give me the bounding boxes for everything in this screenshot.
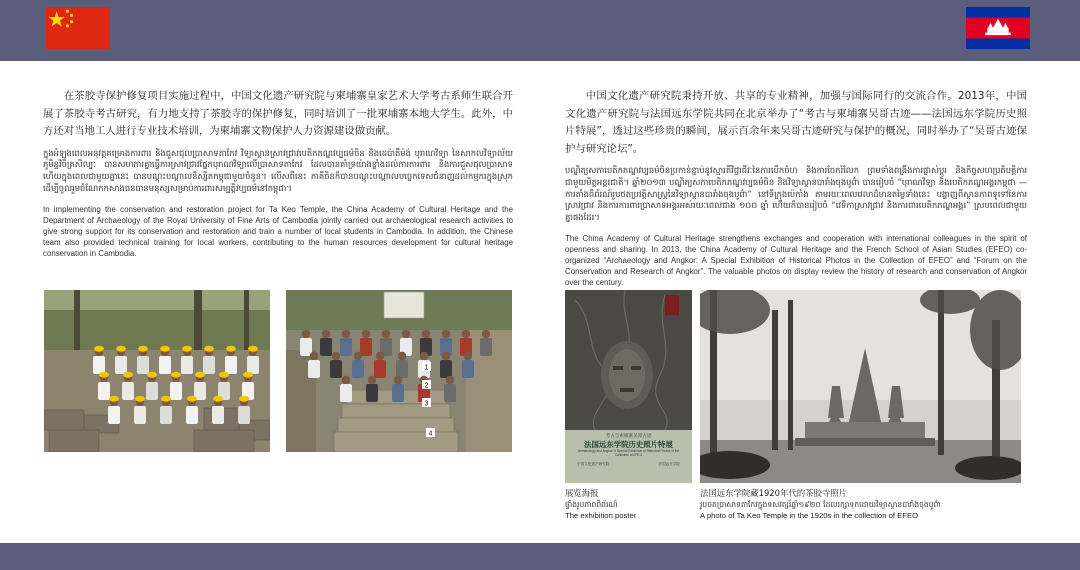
ta-keo-temple-historic-photo-icon (700, 290, 1021, 483)
person-body (480, 338, 492, 356)
person-body (203, 356, 215, 374)
hard-hat (219, 372, 229, 378)
person-body (340, 338, 352, 356)
person-body (396, 360, 408, 378)
hard-hat (213, 396, 223, 402)
person-body (159, 356, 171, 374)
poster-caption-zh: 展览海报 (565, 488, 599, 498)
hard-hat (138, 346, 148, 352)
poster-title: 法国远东学院历史照片特展 (584, 440, 673, 449)
person-figure (342, 330, 350, 338)
poster-organizer-2: 法国远东学院 (658, 462, 680, 466)
person-body (186, 406, 198, 424)
temple-caption-km: រូបថតប្រាសាទតាកែវក្នុងទសវត្សរ៍ឆ្នាំ១៩២០ ដែលរក្សាទុកដោយវិទ្យាស្ថានបារាំងចុងបូព៌ា (700, 500, 941, 509)
workers-group-photo-icon (44, 290, 270, 452)
person-figure (382, 330, 390, 338)
step-number-label: 3 (424, 400, 429, 408)
person-body (300, 338, 312, 356)
person-body (308, 360, 320, 378)
hard-hat (171, 372, 181, 378)
person-body (320, 338, 332, 356)
right-chinese-paragraph: 中国文化遗产研究院秉持开放、共享的专业精神，加强与国际同行的交流合作。2013年，中国文化遗产研究院与法国远东学院共同在北京举办了“考古与柬埔寨吴哥古迹——法国远东学院历史照片特展”，透过这些珍贵的瞬间，展示百余年来吴哥古迹研究与保护的概况，同时举办了“吴哥古迹保护与研究论坛”。 (565, 90, 1027, 155)
person-body (181, 356, 193, 374)
person-figure (322, 330, 330, 338)
left-chinese-paragraph: 在茶胶寺保护修复项目实施过程中，中国文化遗产研究院与柬埔寨皇家艺术大学考古系师生联合开展了茶胶寺考古研究，有力地支持了茶胶寺的保护修复，同时培训了一批柬埔寨本地大学生。此外，中方还对当地工人进行专业技术培训，为柬埔寨文物保护人力资源建设做贡献。 (43, 90, 513, 138)
hard-hat (160, 346, 170, 352)
person-body (108, 406, 120, 424)
person-body (137, 356, 149, 374)
temple-caption (700, 488, 1021, 521)
person-figure (482, 330, 490, 338)
person-figure (332, 352, 340, 360)
person-figure (402, 330, 410, 338)
hard-hat (116, 346, 126, 352)
person-body (330, 360, 342, 378)
person-figure (464, 352, 472, 360)
person-figure (394, 376, 402, 384)
china-flag-icon (46, 7, 110, 49)
hard-hat (147, 372, 157, 378)
person-body (360, 338, 372, 356)
hard-hat (94, 346, 104, 352)
person-body (93, 356, 105, 374)
person-body (160, 406, 172, 424)
team-on-steps-photo-icon (286, 290, 512, 452)
hard-hat (161, 396, 171, 402)
temple-caption-zh: 法国远东学院藏1920年代的茶胶寺照片 (700, 488, 847, 498)
left-khmer-paragraph: ក្នុងអំឡុងពេលអនុវត្តគម្រោងការពារ និងជួសជុលប្រាសាទតាកែវ វិទ្យាស្ថានស្រាវជ្រាវបេតិកភណ្ឌវប្បធម៌ចិន និងដេប៉ាតឺម៉ង់ បុរាណវិទ្យា នៃសាកលវិទ្យាល័យភូមិន្ទវិចិត្រសិល្បៈ បានសហការគ្នាធ្វើការស្រាវជ្រាវផ្នែកបុរាណវិទ្យាលើប្រាសាទតាកែវ ដែលបានគាំទ្រយ៉ាងខ្លាំងដល់ការការពារ និងការជួសជុលប្រាសាទ ហើយក្នុងពេលជាមួយគ្នានេះ បានបណ្តុះបណ្តាលនិស្សិតកម្ពុជាមួយចំនួន។ លើសពីនេះ ភាគីចិនក៏បានបណ្តុះបណ្តាលបច្ចេកទេសជំនាញដល់កម្មករក្នុងស្រុក ដើម្បីចូលរួមចំណែកកសាងធនធានមនុស្សសម្រាប់ការពារសម្បត្តិវប្បធម៌នៅកម្ពុជា។ (43, 147, 513, 193)
step-number-label: 1 (424, 364, 429, 372)
person-body (134, 406, 146, 424)
bottom-footer-band (0, 543, 1080, 570)
person-body (374, 360, 386, 378)
hard-hat (204, 346, 214, 352)
right-khmer-paragraph: បណ្ឌិត្យសភាបេតិកភណ្ឌវប្បធម៌ចិនប្រកាន់ខ្ជាប់នូវស្មារតីវិជ្ជាជីវៈនៃការបើកចំហ និងការចែករំលែក ព្រមទាំងពង្រឹងការផ្លាស់ប្តូរ និងកិច្ចសហប្រតិបត្តិការជាមួយមិត្តអន្តរជាតិ។ ឆ្នាំ២០១៣ បណ្ឌិត្យសភាបេតិកភណ្ឌវប្បធម៌ចិន និងវិទ្យាស្ថានបារាំងចុងបូព៌ា បានរៀបចំ “បុរាណវិទ្យា និងបេតិកភណ្ឌអង្គរកម្ពុជា — ការតាំងពិព័រណ៍រូបថតប្រវត្តិសាស្ត្រនៃវិទ្យាស្ថានបារាំងចុងបូព៌ា” នៅទីក្រុងប៉េកាំង តាមរយៈពេលវេលាដ៏មានតម្លៃទាំងនេះ បង្ហាញពីស្ថានភាពទូទៅនៃការស្រាវជ្រាវ និងការការពារប្រាសាទអង្គរអស់រយៈពេលជាង ១០០ ឆ្នាំ ហើយក៏បានរៀបចំ “វេទិកាស្រាវជ្រាវ និងការពារបេតិកភណ្ឌអង្គរ” ស្របពេលជាមួយគ្នាផងដែរ។ (565, 165, 1027, 222)
person-body (352, 360, 364, 378)
person-body (146, 382, 158, 400)
left-english-paragraph: In implementing the conservation and restoration project for Ta Keo Temple, the China Academy of Cultural Heritage and the Department of Archaeology of the Royal University of Fine Arts of Cambodia jointly carried out archaeological research activities to give strong support for its conservation and restoration and train a number of local students in Cambodia. In addition, the Chinese team also provided technical training for local workers, contributing to the human resources development for cultural heritage conservation in Cambodia. (43, 205, 513, 258)
hard-hat (109, 396, 119, 402)
cambodia-flag-icon (966, 7, 1030, 49)
right-english-paragraph: The China Academy of Cultural Heritage strengthens exchanges and cooperation with international colleagues in the spirit of openness and sharing. In 2013, the China Academy of Cultural Heritage and the French School of Asian Studies (EFEO) co-organized “Archaeology and Angkor: A Special Exhibition of Historical Photos in the Collection of EFEO” and “Forum on the Conservation and Research of Angkor”. The valuable photos on display review the history of research and conservation of Angkor over the century. (565, 234, 1027, 287)
person-figure (420, 352, 428, 360)
person-figure (442, 352, 450, 360)
person-body (212, 406, 224, 424)
step-number-label: 4 (428, 430, 433, 438)
person-body (98, 382, 110, 400)
hard-hat (187, 396, 197, 402)
temple-caption-en: A photo of Ta Keo Temple in the 1920s in the collection of EFEO (700, 511, 919, 520)
hard-hat (99, 372, 109, 378)
poster-caption-en: The exhibition poster (565, 511, 637, 520)
exhibition-poster-photo-icon (565, 290, 692, 483)
person-figure (354, 352, 362, 360)
step-number-label: 2 (424, 382, 429, 390)
person-body (392, 384, 404, 402)
hard-hat (195, 372, 205, 378)
person-figure (422, 330, 430, 338)
person-body (462, 360, 474, 378)
person-body (247, 356, 259, 374)
hard-hat (248, 346, 258, 352)
top-header-band (0, 0, 1080, 61)
poster-subtitle-en: Archaeology and Angkor: A Special Exhibition of Historical Photos in the Collection of EFEO (577, 449, 680, 457)
person-figure (302, 330, 310, 338)
person-figure (368, 376, 376, 384)
person-body (115, 356, 127, 374)
poster-caption (565, 488, 695, 521)
person-figure (310, 352, 318, 360)
person-figure (342, 376, 350, 384)
person-figure (362, 330, 370, 338)
right-text-column (565, 88, 1027, 289)
hard-hat (182, 346, 192, 352)
hard-hat (135, 396, 145, 402)
person-body (225, 356, 237, 374)
poster-line-1: 考古与柬埔寨吴哥古迹 (605, 433, 652, 438)
hard-hat (123, 372, 133, 378)
person-body (340, 384, 352, 402)
person-figure (442, 330, 450, 338)
person-figure (376, 352, 384, 360)
person-body (238, 406, 250, 424)
person-body (366, 384, 378, 402)
hard-hat (243, 372, 253, 378)
person-body (170, 382, 182, 400)
person-figure (462, 330, 470, 338)
person-body (122, 382, 134, 400)
left-text-column (43, 88, 513, 260)
person-body (444, 384, 456, 402)
hard-hat (239, 396, 249, 402)
poster-caption-km: ផ្ទាំងរូបភាពពិព័រណ៍ (565, 500, 618, 509)
person-body (440, 360, 452, 378)
person-figure (446, 376, 454, 384)
poster-organizer-1: 中国文化遗产研究院 (577, 462, 610, 466)
person-figure (398, 352, 406, 360)
hard-hat (226, 346, 236, 352)
